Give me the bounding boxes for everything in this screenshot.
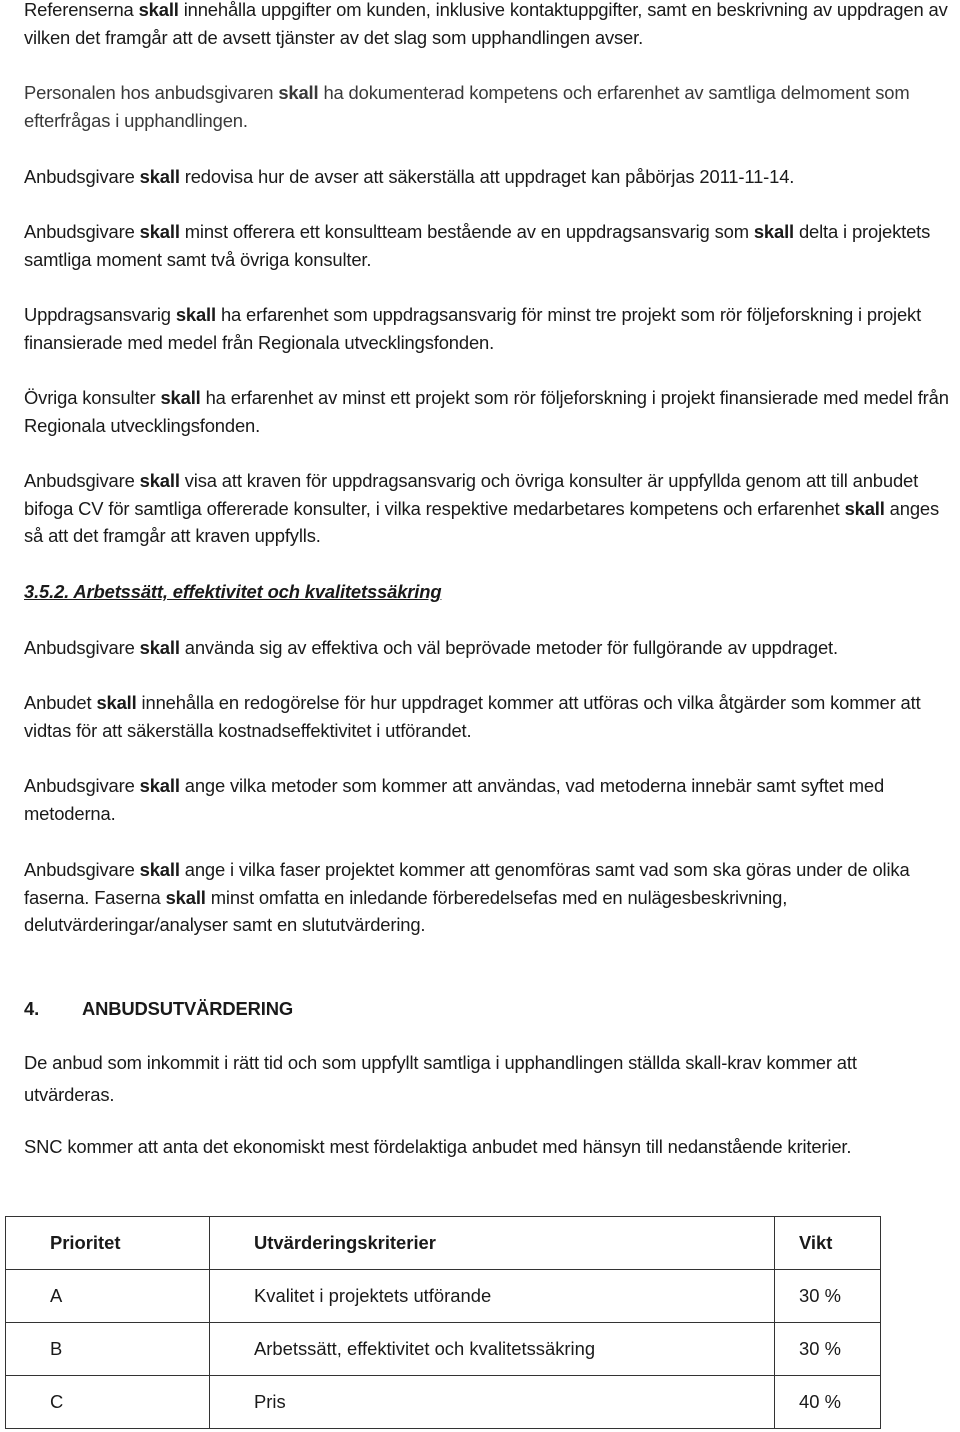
header-cell-priority: Prioritet xyxy=(6,1217,210,1270)
table-header-row xyxy=(6,1217,881,1270)
paragraph-evaluation-scope: De anbud som inkommit i rätt tid och som uppfyllt samtliga i upphandlingen ställda skall-krav kommer att utvärderas. xyxy=(24,1052,857,1105)
section-number: 4. xyxy=(24,998,40,1019)
paragraph-consultant-team: Anbudsgivare skall minst offerera ett konsultteam bestående av en uppdragsansvarig som skall delta i projektets samtliga moment samt två övriga konsulter. xyxy=(24,221,931,270)
table-cell: Pris xyxy=(210,1376,775,1429)
paragraph-lead-experience: Uppdragsansvarig skall ha erfarenhet som uppdragsansvarig för minst tre projekt som rör följeforskning i projekt finansierade med medel från Regionala utvecklingsfonden. xyxy=(24,304,922,353)
paragraph-references: Referenserna skall innehålla uppgifter om kunden, inklusive kontaktuppgifter, samt en beskrivning av uppdragen av vilken det framgår att de avsett tjänster av det slag som upphandlingen avser. xyxy=(24,0,948,48)
paragraph-start-date: Anbudsgivare skall redovisa hur de avser att säkerställa att uppdraget kan påbörjas 2011-11-14. xyxy=(24,166,795,187)
section-heading-352: 3.5.2. Arbetssätt, effektivitet och kvalitetssäkring xyxy=(24,581,442,602)
table-cell: A xyxy=(6,1270,210,1323)
table-cell: Arbetssätt, effektivitet och kvalitetssäkring xyxy=(210,1323,775,1376)
paragraph-personnel: Personalen hos anbudsgivaren skall ha dokumenterad kompetens och erfarenhet av samtliga delmoment som efterfrågas i upphandlingen. xyxy=(24,82,910,131)
table-row xyxy=(6,1270,881,1323)
table-cell: 40 % xyxy=(775,1376,881,1429)
table-row xyxy=(6,1323,881,1376)
table-row xyxy=(6,1376,881,1429)
criteria-table xyxy=(5,1216,881,1429)
paragraph-methods-effective: Anbudsgivare skall använda sig av effektiva och väl beprövade metoder för fullgörande av uppdraget. xyxy=(24,637,838,658)
table-cell: 30 % xyxy=(775,1270,881,1323)
paragraph-cv-requirement: Anbudsgivare skall visa att kraven för uppdragsansvarig och övriga konsulter är uppfyllda genom att till anbudet bifoga CV för samtliga offererade konsulter, i vilka respektive medarbetares kompetens och erfarenhet skall anges så att det framgår att kraven uppfylls. xyxy=(24,470,940,546)
table-cell: Kvalitet i projektets utförande xyxy=(210,1270,775,1323)
paragraph-methods-purpose: Anbudsgivare skall ange vilka metoder som kommer att användas, vad metoderna innebär samt syftet med metoderna. xyxy=(24,775,885,824)
header-cell-criteria: Utvärderingskriterier xyxy=(210,1217,775,1270)
table-cell: 30 % xyxy=(775,1323,881,1376)
section-title: ANBUDSUTVÄRDERING xyxy=(82,998,293,1019)
paragraph-execution-plan: Anbudet skall innehålla en redogörelse för hur uppdraget kommer att utföras och vilka åtgärder som kommer att vidtas för att säkerställa kostnadseffektivitet i utförandet. xyxy=(24,692,921,741)
table-cell: B xyxy=(6,1323,210,1376)
header-cell-weight: Vikt xyxy=(775,1217,881,1270)
paragraph-evaluation-basis: SNC kommer att anta det ekonomiskt mest fördelaktiga anbudet med hänsyn till nedanstående kriterier. xyxy=(24,1136,852,1157)
paragraph-phases: Anbudsgivare skall ange i vilka faser projektet kommer att genomföras samt vad som ska göras under de olika faserna. Faserna skall minst omfatta en inledande förberedelsefas med en nulägesbeskrivning, delutvärderingar/analyser samt en slututvärdering. xyxy=(24,859,910,935)
table-cell: C xyxy=(6,1376,210,1429)
section-heading-4 xyxy=(24,995,293,1023)
paragraph-other-consultants: Övriga konsulter skall ha erfarenhet av minst ett projekt som rör följeforskning i projekt finansierade med medel från Regionala utvecklingsfonden. xyxy=(24,387,949,436)
